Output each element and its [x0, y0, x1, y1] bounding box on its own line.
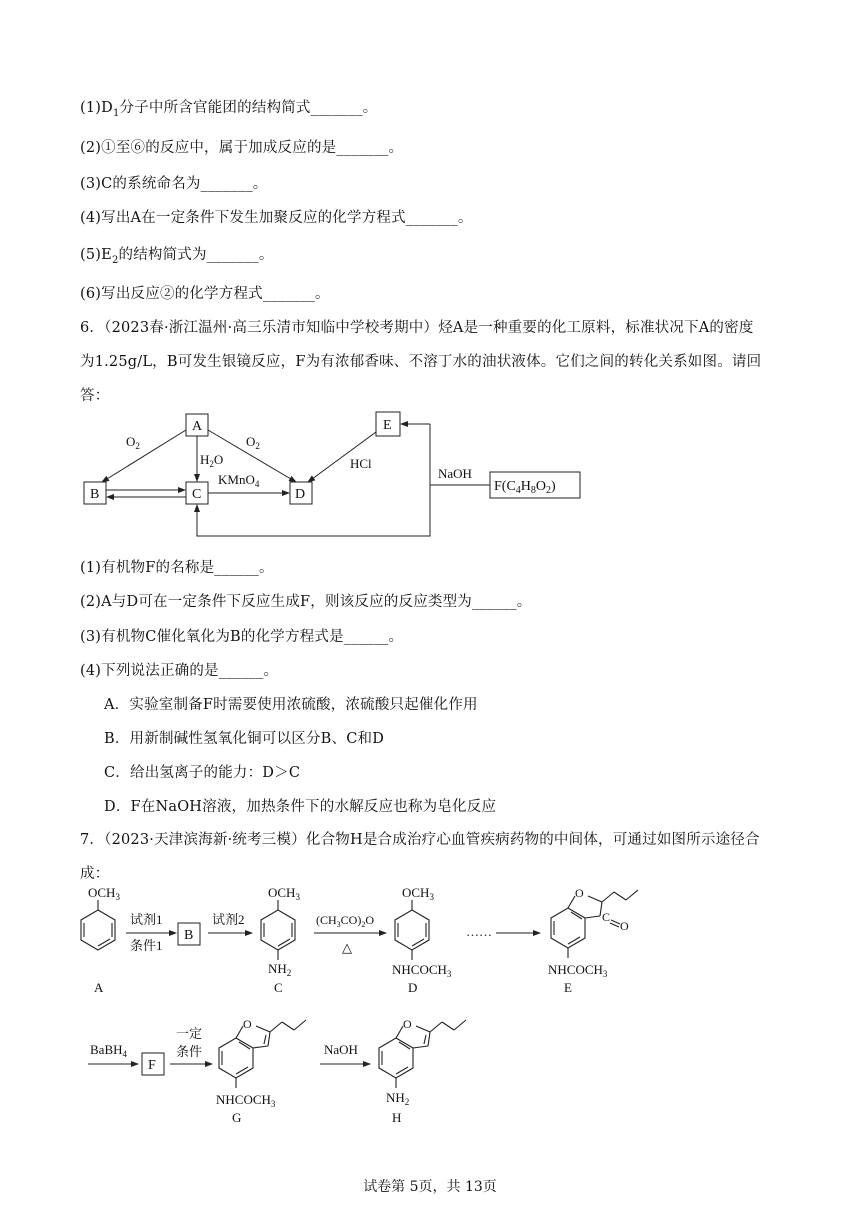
compound-g-structure	[216, 1017, 306, 1109]
q6-conversion-diagram	[70, 406, 590, 541]
q6-item-4: (4)下列说法正确的是______。	[80, 663, 279, 679]
q6-option-d: D．F在NaOH溶液，加热条件下的水解反应也称为皂化反应	[104, 799, 497, 815]
label-c: C	[192, 487, 202, 502]
q6-stem-line-3: 答：	[80, 388, 110, 404]
svg-text:O: O	[575, 886, 584, 900]
q6-item-1: (1)有机物F的名称是______。	[80, 560, 274, 576]
compound-d-structure	[392, 885, 452, 979]
svg-text:OCH3: $OCH_3$	[402, 885, 434, 902]
svg-text:NHCOCH3: $NHCOCH_3$	[392, 962, 452, 979]
svg-text:NH2: $NH_2$	[386, 1090, 410, 1107]
label-f: F	[148, 1058, 156, 1073]
label-h: H	[392, 1110, 402, 1125]
label-e: E	[383, 418, 392, 433]
q5-item-2: (2)①至⑥的反应中，属于加成反应的是_______。	[80, 140, 404, 156]
label-h2o: $H_2O$	[200, 452, 224, 469]
compound-h-structure	[379, 1017, 466, 1107]
svg-text:O: O	[620, 919, 629, 933]
label-b: B	[184, 928, 194, 943]
svg-text:NHCOCH3: $NHCOCH_3$	[216, 1092, 276, 1109]
page-footer: 试卷第 5页，共 13页	[363, 1179, 497, 1195]
svg-text:OCH3: $OCH_3$	[268, 885, 300, 902]
label-condition-yiding: 一定	[176, 1026, 203, 1041]
q6-stem-line-1: 6．（2023春·浙江温州·高三乐清市知临中学校考期中）烃A是一种重要的化工原料，标准状况下A的密度	[80, 320, 754, 336]
q5-item-5: $(5)E_2$的结构简式为_______。	[80, 247, 274, 266]
q5-item-1: $(1)D_1$分子中所含官能团的结构简式_______。	[80, 100, 378, 119]
q5-item-6: (6)写出反应②的化学方程式_______。	[80, 286, 330, 302]
label-naoh: NaOH	[324, 1042, 358, 1057]
q6-item-2: (2)A与D可在一定条件下反应生成F，则该反应的反应类型为______。	[80, 594, 532, 610]
label-o2-right: $O_2$	[246, 434, 260, 451]
label-hcl: HCl	[350, 456, 372, 471]
compound-c-structure	[261, 885, 300, 978]
label-dots: ……	[466, 924, 492, 939]
q7-synthesis-scheme	[70, 878, 670, 1168]
label-condition-1: 条件1	[130, 938, 163, 953]
svg-text:OCH3: $OCH_3$	[88, 885, 120, 902]
q5-item-3: (3)C的系统命名为_______。	[80, 176, 268, 192]
q7-stem-line-1: 7．（2023·天津滨海新·统考三模）化合物H是合成治疗心血管疾病药物的中间体，可通过如图所示途径合	[80, 832, 760, 848]
q5-item-4: (4)写出A在一定条件下发生加聚反应的化学方程式_______。	[80, 210, 473, 226]
q7-stem-line-2: 成：	[80, 866, 110, 882]
q6-option-b: B．用新制碱性氢氧化铜可以区分B、C和D	[104, 731, 385, 747]
label-f: $F(C_4H_8O_2)$	[494, 479, 556, 496]
q6-item-3: (3)有机物C催化氧化为B的化学方程式是______。	[80, 629, 404, 645]
label-e: E	[564, 980, 572, 995]
compound-e-structure	[548, 886, 638, 979]
label-o2-left: $O_2$	[126, 434, 140, 451]
label-d: D	[408, 980, 418, 995]
label-kmno4: KMnO$_4$	[218, 472, 260, 489]
svg-text:O: O	[403, 1017, 412, 1031]
q6-stem-line-2: 为1.25g/L，B可发生银镜反应，F为有浓郁香味、不溶丁水的油状液体。它们之间的转化关系如图。请回	[80, 354, 762, 370]
q6-option-a: A．实验室制备F时需要使用浓硫酸，浓硫酸只起催化作用	[104, 697, 478, 713]
label-reagent-1: 试剂1	[130, 912, 163, 927]
label-acetic-anhydride: $(CH_3CO)_2O$	[316, 913, 375, 929]
label-c: C	[274, 980, 283, 995]
svg-text:O: O	[243, 1017, 252, 1031]
label-condition-tiaojian: 条件	[176, 1044, 203, 1059]
label-heat: △	[342, 940, 352, 955]
compound-a-structure	[81, 885, 120, 950]
label-reagent-2: 试剂2	[212, 912, 245, 927]
svg-text:NHCOCH3: $NHCOCH_3$	[548, 962, 608, 979]
label-g: G	[232, 1110, 242, 1125]
label-a: A	[94, 980, 104, 995]
label-a: A	[192, 419, 203, 434]
svg-text:C: C	[602, 910, 611, 924]
svg-text:NH2: $NH_2$	[268, 961, 292, 978]
q6-option-c: C．给出氢离子的能力：D＞C	[104, 765, 301, 781]
label-babh4: BaBH$_4$	[90, 1042, 127, 1059]
label-d: D	[295, 487, 306, 502]
label-b: B	[90, 487, 100, 502]
label-naoh: NaOH	[438, 466, 472, 481]
